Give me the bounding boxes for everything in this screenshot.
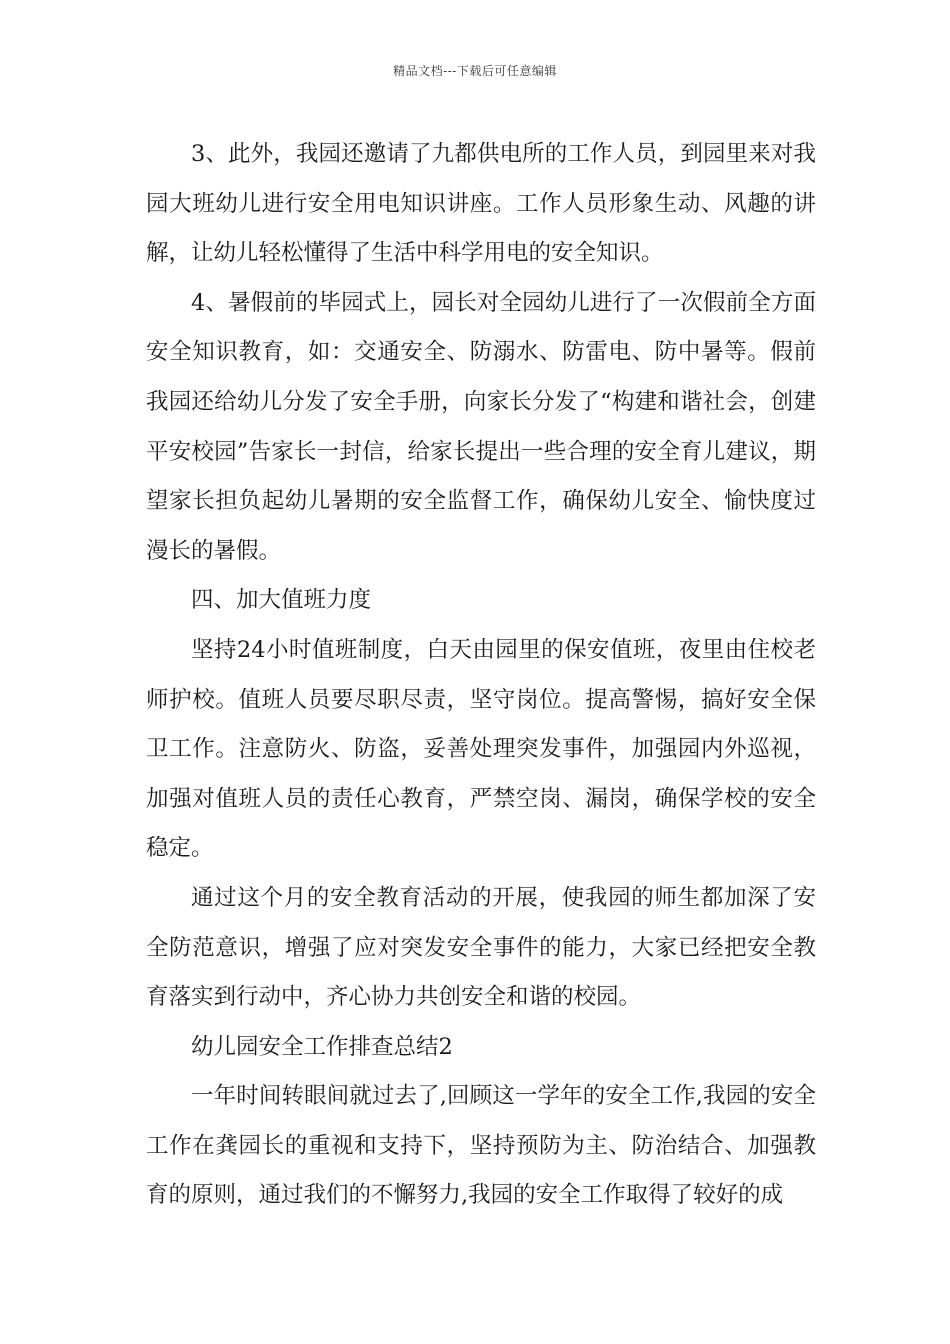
paragraph-year-review: 一年时间转眼间就过去了,回顾这一学年的安全工作,我园的安全工作在龚园长的重视和支持下，坚持预防为主、防治结合、加强教育的原则，通过我们的不懈努力,我园的安全工作取得了较好的成 [146,1083,816,1209]
document-title-2: 幼儿园安全工作排查总结2 [191,1033,453,1060]
paragraph-conclusion: 通过这个月的安全教育活动的开展，使我园的师生都加深了安全防范意识，增强了应对突发安全事件的能力，大家已经把安全教育落实到行动中，齐心协力共创安全和谐的校园。 [146,884,816,1011]
paragraph-duty-system: 坚持24小时值班制度，白天由园里的保安值班，夜里由住校老师护校。值班人员要尽职尽责，坚守岗位。提高警惕，搞好安全保卫工作。注意防火、防盗，妥善处理突发事件，加强园内外巡视，加强对值班人员的责任心教育，严禁空岗、漏岗，确保学校的安全稳定。 [146,636,816,862]
paragraph-electricity-lecture: 3、此外，我园还邀请了九都供电所的工作人员，到园里来对我园大班幼儿进行安全用电知识讲座。工作人员形象生动、风趣的讲解，让幼儿轻松懂得了生活中科学用电的安全知识。 [146,141,816,267]
page-header: 精品文档---下载后可任意编辑 [393,64,557,78]
document-body [146,130,816,1221]
paragraph-summer-safety: 4、暑假前的毕园式上，园长对全园幼儿进行了一次假前全方面安全知识教育，如：交通安全、防溺水、防雷电、防中暑等。假前我园还给幼儿分发了安全手册，向家长分发了“构建和谐社会，创建平安校园”告家长一封信，给家长提出一些合理的安全育儿建议，期望家长担负起幼儿暑期的安全监督工作，确保幼儿安全、愉快度过漫长的暑假。 [146,289,816,564]
section-heading-duty: 四、加大值班力度 [191,587,372,614]
